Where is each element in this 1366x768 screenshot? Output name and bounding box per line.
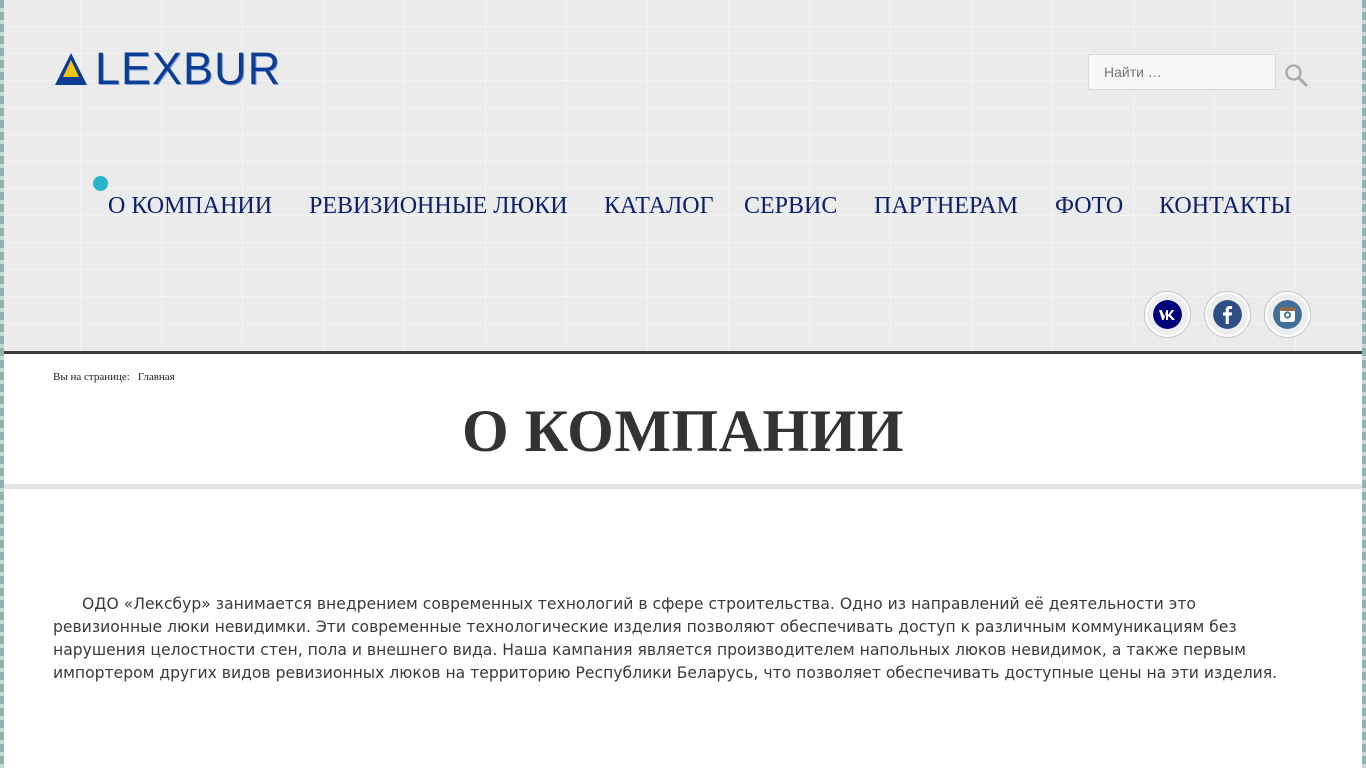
page-border-left [0,0,4,768]
logo-triangle-icon [53,51,89,87]
logo-text: LEXBUR [95,43,282,94]
breadcrumb-home-link[interactable]: Главная [137,371,175,383]
facebook-button[interactable] [1204,291,1251,338]
about-text: ОДО «Лексбур» занимается внедрением современных технологий в сфере строительства. Одно из направлений её деятельности это ревизионные люки невидимки. Эти современные технологические изделия позволяют обеспечивать доступ к различным коммуникациям без нарушения целостности стен, пола и внешнего вида. Наша кампания является производителем напольных люков невидимок, а также первым импортером других видов ревизионных люков на территорию Республики Беларусь, что позволяет обеспечивать доступные цены на эти изделия. [53,595,1278,682]
search-icon[interactable] [1284,63,1308,87]
nav-item-service[interactable]: СЕРВИС [744,193,838,219]
nav-item-partners[interactable]: ПАРТНЕРАМ [874,193,1018,219]
page-title: О КОМПАНИИ [462,398,904,464]
breadcrumb [53,371,175,383]
nav-item-photo[interactable]: ФОТО [1055,193,1124,219]
instagram-icon [1273,300,1302,329]
facebook-icon [1213,300,1242,329]
title-divider [0,484,1366,489]
vk-icon [1153,300,1182,329]
nav-item-contacts[interactable]: КОНТАКТЫ [1159,193,1292,219]
nav-item-catalog[interactable]: КАТАЛОГ [604,193,714,219]
site-logo[interactable] [53,43,282,94]
instagram-button[interactable] [1264,291,1311,338]
nav-item-hatches[interactable]: РЕВИЗИОННЫЕ ЛЮКИ [309,193,568,219]
breadcrumb-prefix: Вы на странице: [53,371,130,383]
search-input[interactable] [1088,54,1276,90]
site-header [0,0,1366,351]
header-divider [0,351,1366,354]
nav-active-indicator [93,176,108,191]
nav-item-about[interactable]: О КОМПАНИИ [108,193,273,219]
page-border-right [1362,0,1366,768]
vk-button[interactable] [1144,291,1191,338]
